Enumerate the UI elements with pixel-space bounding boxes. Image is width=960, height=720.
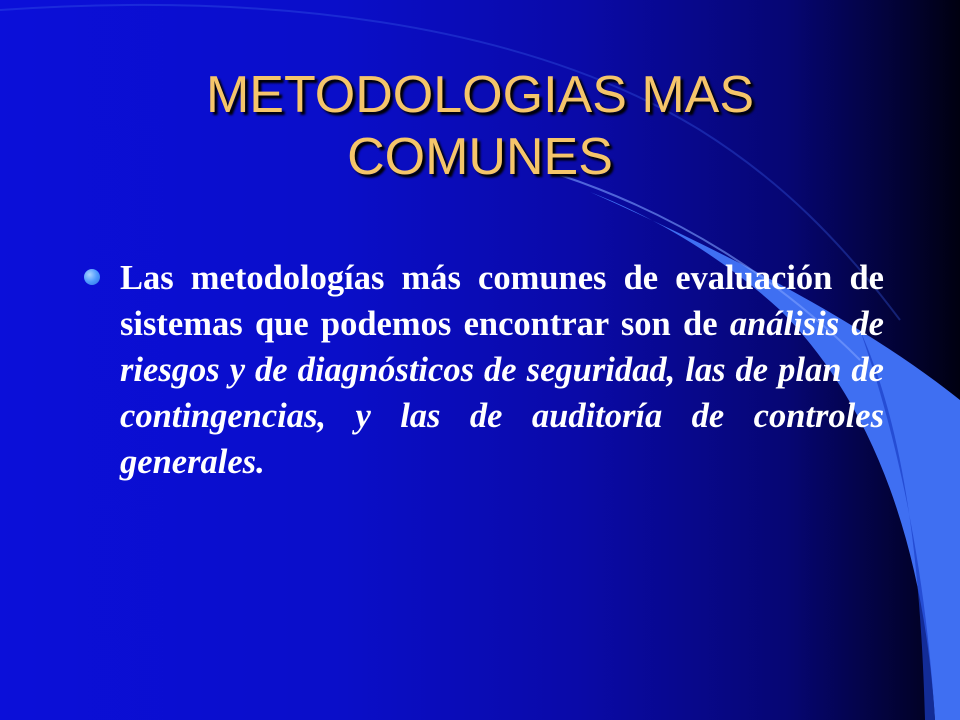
bullet-text-segment: Las metodologías más comunes de evaluación de sistemas que podemos encontrar son de bbox=[120, 259, 884, 343]
bullet-item bbox=[84, 255, 884, 485]
bullet-text-segment-italic: contingencias, y las de auditoría de controles generales. bbox=[120, 397, 884, 481]
bullet-dot-icon bbox=[84, 269, 100, 285]
bullet-text bbox=[120, 255, 884, 485]
slide-title: METODOLOGIAS MAS COMUNES bbox=[205, 66, 755, 186]
slide-body bbox=[84, 255, 884, 485]
bullet-text-segment-italic: análisis de riesgos y de diagnósticos de seguridad, las de plan de bbox=[120, 305, 884, 389]
